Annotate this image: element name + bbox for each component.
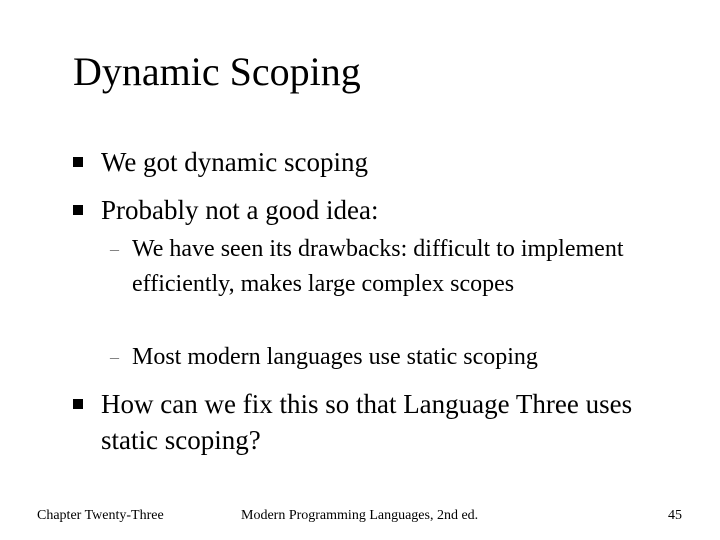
sub-bullet-text: We have seen its drawbacks: difficult to implement efficiently, makes large complex scopes [132,236,624,297]
footer-book-title: Modern Programming Languages, 2nd ed. [241,508,479,523]
bullet-text: How can we fix this so that Language Three uses static scoping? [101,389,633,455]
slide-title: Dynamic Scoping [73,49,361,94]
square-bullet-icon [73,205,83,215]
dash-bullet-icon: – [110,239,119,259]
bullet-item [73,146,673,178]
page-number: 45 [668,508,682,523]
bullet-text: We got dynamic scoping [101,147,369,177]
square-bullet-icon [73,157,83,167]
square-bullet-icon [73,399,83,409]
bullet-text: Probably not a good idea: [101,195,379,225]
bullet-item [73,194,673,226]
sub-bullet-item [110,232,670,337]
dash-bullet-icon: – [110,347,119,367]
sub-bullet-text: Most modern languages use static scoping [132,344,538,370]
sub-bullet-item [110,340,670,375]
footer-chapter: Chapter Twenty-Three [37,508,164,523]
bullet-item [73,386,693,458]
